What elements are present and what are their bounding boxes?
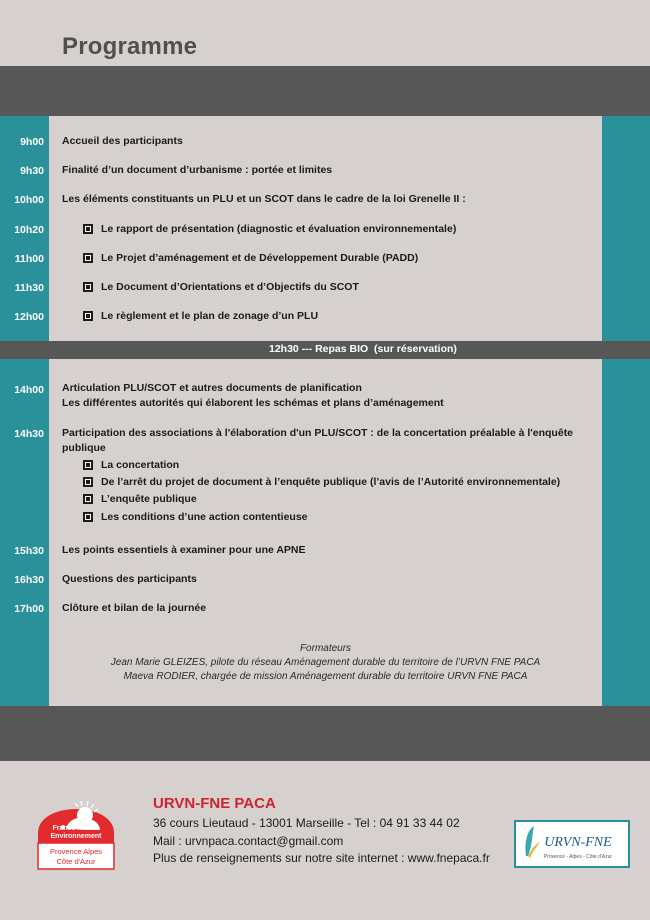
urvn-logo-sub: Provence - Alpes - Côte d'Azur [543,854,613,860]
fne-logo-line: Environnement [50,833,102,840]
teal-side-right-afternoon [602,359,650,706]
subitem-label: Les conditions d’une action contentieuse [101,511,308,523]
teal-side-right-morning [602,116,650,341]
time-label: 12h00 [14,311,44,323]
footer-mail[interactable]: Mail : urvnpaca.contact@gmail.com [153,834,344,848]
urvn-logo-name: URVN-FNE [544,835,612,850]
lunch-label: 12h30 --- Repas BIO (sur réservation) [269,343,457,355]
checkbox-bullet-icon [83,494,93,504]
teal-side-left-afternoon [0,359,49,706]
time-label: 16h30 [14,574,44,586]
footer-address: 36 cours Lieutaud - 13001 Marseille - Tel : 04 91 33 44 02 [153,816,460,830]
subitem-label: L’enquête publique [101,493,197,505]
lunch-bar [0,341,650,359]
subitem-label: Le rapport de présentation (diagnostic et évaluation environnementale) [101,223,457,235]
checkbox-bullet-icon [83,282,93,292]
program-item [62,381,582,411]
urvn-fne-logo [514,820,630,868]
formateur-line: Maeva RODIER, chargée de mission Aménagement durable du territoire URVN FNE PACA [123,671,528,682]
subitem-label: La concertation [101,459,180,471]
subitem-label: Le règlement et le plan de zonage d’un PLU [101,310,319,322]
time-label: 17h00 [14,603,44,615]
bottom-band [0,706,650,761]
fne-logo [30,785,122,871]
program-item: Participation des associations à l'élaboration d'un PLU/SCOT : de la concertation préalable à l'enquête publique [62,427,574,454]
formateur-line: Jean Marie GLEIZES, pilote du réseau Aménagement durable du territoire de l’URVN FNE PACA [110,657,541,668]
time-label: 10h20 [14,224,44,236]
program-item: Clôture et bilan de la journée [62,602,207,614]
checkbox-bullet-icon [83,512,93,522]
program-item-line: Articulation PLU/SCOT et autres documents de planification [62,382,362,394]
time-label: 15h30 [14,545,44,557]
top-band [0,66,650,116]
time-label: 14h30 [14,428,44,440]
time-label: 9h30 [20,165,44,177]
time-label: 9h00 [20,136,44,148]
subitem-label: Le Projet d’aménagement et de Développement Durable (PADD) [101,252,419,264]
program-item: Questions des participants [62,573,197,585]
program-item-line: Les différentes autorités qui élaborent les schémas et plans d’aménagement [62,397,444,409]
program-item: Accueil des participants [62,135,183,147]
formateurs-heading: Formateurs [299,643,352,654]
fne-logo-line: Côte d'Azur [56,857,96,866]
time-label: 14h00 [14,384,44,396]
fne-logo-line: France Nature [52,825,100,832]
checkbox-bullet-icon [83,311,93,321]
fne-logo-line: Provence Alpes [49,847,103,856]
checkbox-bullet-icon [83,460,93,470]
subitem-label: Le Document d’Orientations et d’Objectifs du SCOT [101,281,359,293]
checkbox-bullet-icon [83,477,93,487]
time-label: 11h00 [14,253,44,265]
subitem-label: De l’arrêt du projet de document à l’enquête publique (l’avis de l’Autorité environnementale) [101,476,561,488]
footer-website[interactable]: Plus de renseignements sur notre site internet : www.fnepaca.fr [153,851,490,865]
org-name: URVN-FNE PACA [153,795,276,812]
checkbox-bullet-icon [83,224,93,234]
program-item: Finalité d’un document d’urbanisme : portée et limites [62,164,333,176]
time-label: 11h30 [14,282,44,294]
checkbox-bullet-icon [83,253,93,263]
page-title: Programme [62,33,198,60]
program-item: Les points essentiels à examiner pour une APNE [62,544,306,556]
program-item: Les éléments constituants un PLU et un SCOT dans le cadre de la loi Grenelle II : [62,193,466,205]
time-label: 10h00 [14,194,44,206]
